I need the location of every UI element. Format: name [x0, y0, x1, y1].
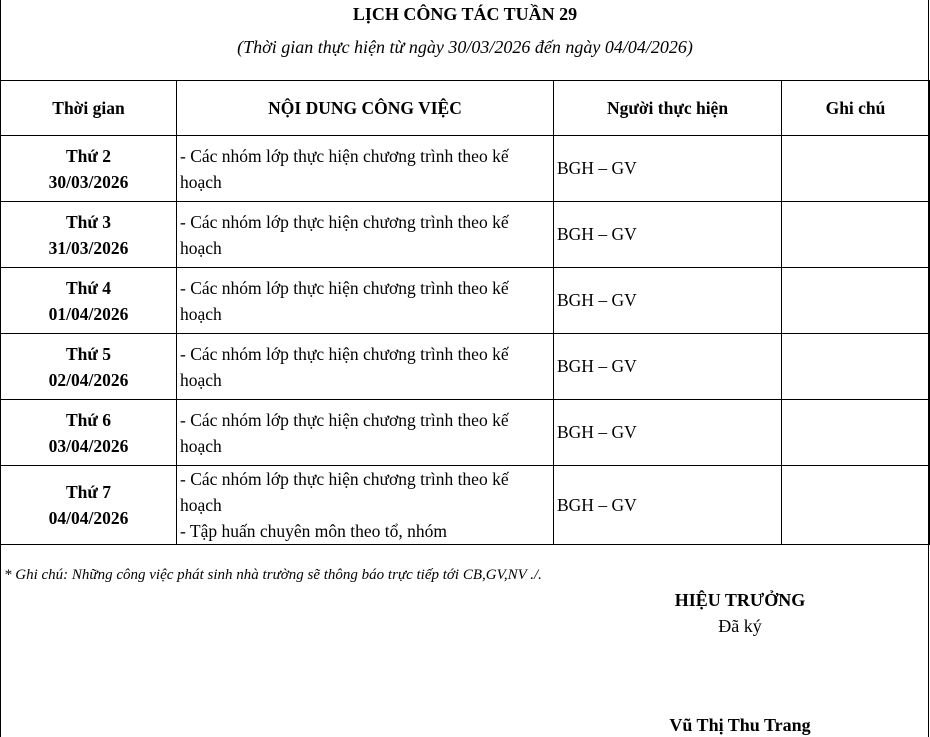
schedule-table: [0, 80, 930, 545]
table-row: [1, 400, 930, 466]
content-line: - Các nhóm lớp thực hiện chương trình theo kế: [180, 211, 509, 232]
content-cell: [177, 466, 554, 545]
header-person: Người thực hiện: [554, 81, 782, 136]
table-row: [1, 136, 930, 202]
note-cell: [782, 466, 930, 545]
date-label: 01/04/2026: [48, 303, 129, 324]
person-cell: BGH – GV: [554, 334, 782, 400]
time-cell: [1, 400, 177, 466]
content-line: hoạch: [180, 171, 222, 192]
table-row: [1, 334, 930, 400]
day-label: Thứ 2: [65, 145, 112, 166]
note-cell: [782, 400, 930, 466]
header-time: Thời gian: [1, 81, 177, 136]
person-cell: BGH – GV: [554, 202, 782, 268]
principal-title: HIỆU TRƯỞNG: [674, 590, 806, 610]
header-note: Ghi chú: [782, 81, 930, 136]
content-cell: [177, 400, 554, 466]
content-line: hoạch: [180, 303, 222, 324]
day-label: Thứ 3: [65, 211, 112, 232]
content-line: - Các nhóm lớp thực hiện chương trình theo kế: [180, 145, 509, 166]
content-cell: [177, 334, 554, 400]
content-cell: [177, 202, 554, 268]
person-cell: BGH – GV: [554, 268, 782, 334]
note-cell: [782, 136, 930, 202]
time-cell: [1, 334, 177, 400]
content-line: - Tập huấn chuyên môn theo tổ, nhóm: [180, 521, 447, 541]
header-content: NỘI DUNG CÔNG VIỆC: [177, 81, 554, 136]
page-subtitle: (Thời gian thực hiện từ ngày 30/03/2026 đến ngày 04/04/2026): [237, 37, 693, 57]
table-row: [1, 268, 930, 334]
content-line: - Các nhóm lớp thực hiện chương trình theo kế: [180, 409, 509, 430]
date-label: 02/04/2026: [48, 369, 129, 390]
day-label: Thứ 6: [65, 409, 112, 430]
person-cell: BGH – GV: [554, 136, 782, 202]
day-label: Thứ 5: [65, 343, 112, 364]
table-row: [1, 202, 930, 268]
footnote: * Ghi chú: Những công việc phát sinh nhà trường sẽ thông báo trực tiếp tới CB,GV,NV ./.: [4, 567, 542, 583]
note-cell: [782, 202, 930, 268]
day-label: Thứ 7: [65, 482, 112, 502]
page-title: LỊCH CÔNG TÁC TUẦN 29: [352, 4, 578, 24]
person-cell: BGH – GV: [554, 400, 782, 466]
time-cell: [1, 202, 177, 268]
content-line: - Các nhóm lớp thực hiện chương trình theo kế: [180, 469, 509, 489]
content-line: hoạch: [180, 435, 222, 456]
content-cell: [177, 268, 554, 334]
note-cell: [782, 334, 930, 400]
time-cell: [1, 466, 177, 545]
time-cell: [1, 268, 177, 334]
date-label: 04/04/2026: [48, 508, 129, 528]
table-row: [1, 466, 930, 545]
content-line: hoạch: [180, 369, 222, 390]
signer-name: Vũ Thị Thu Trang: [669, 715, 811, 735]
table-header-row: [1, 81, 930, 136]
note-cell: [782, 268, 930, 334]
content-line: - Các nhóm lớp thực hiện chương trình theo kế: [180, 277, 509, 298]
signed-label: Đã ký: [718, 616, 762, 636]
person-cell: BGH – GV: [554, 466, 782, 545]
content-line: hoạch: [180, 495, 222, 515]
date-label: 31/03/2026: [48, 237, 129, 258]
content-line: hoạch: [180, 237, 222, 258]
day-label: Thứ 4: [65, 277, 112, 298]
content-line: - Các nhóm lớp thực hiện chương trình theo kế: [180, 343, 509, 364]
time-cell: [1, 136, 177, 202]
date-label: 30/03/2026: [48, 171, 129, 192]
date-label: 03/04/2026: [48, 435, 129, 456]
content-cell: [177, 136, 554, 202]
